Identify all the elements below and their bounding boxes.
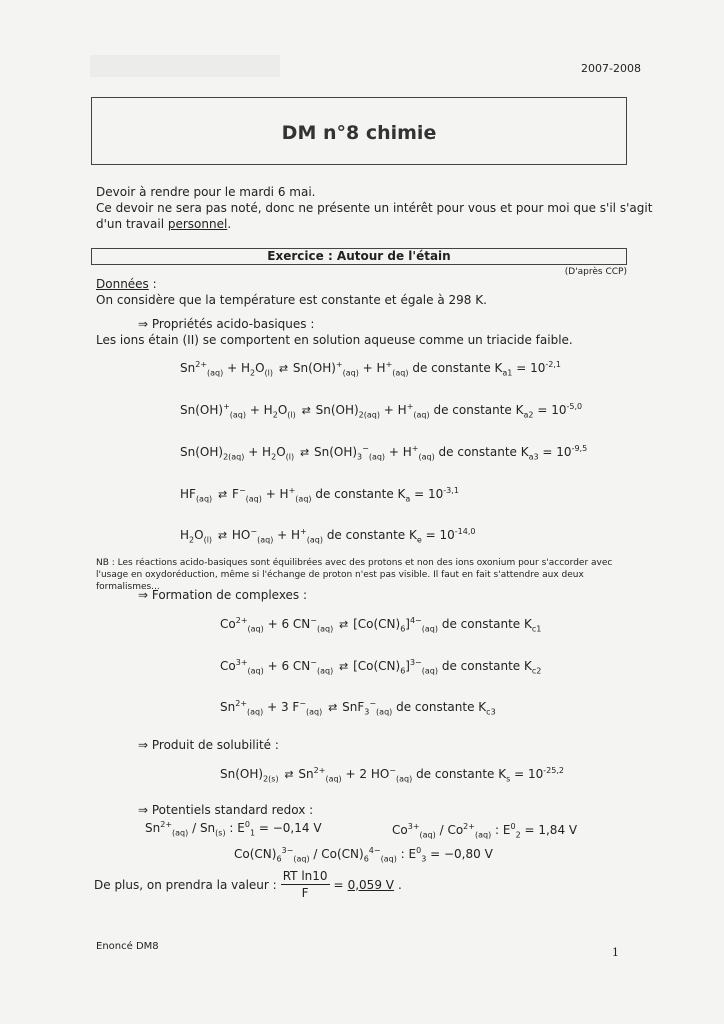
complexes-heading: ⇒ Formation de complexes : bbox=[138, 588, 308, 602]
de-constante: de constante bbox=[412, 361, 491, 375]
exercise-source: (D'après CCP) bbox=[564, 267, 627, 277]
equation-kc2: $Co^{3+}_{(aq)} + 6$ $CN^-_{(aq)}$ ⇄ $[Co(CN)_6]^{3-}_{(aq)}$ de constante $K_{c2}$ bbox=[220, 658, 542, 676]
redox-couple-2: $Co^{3+}_{(aq)} / Co^{2+}_{(aq)}$ : $E^0_2 = 1,84$ V bbox=[392, 822, 578, 840]
base-ten: 10 bbox=[551, 403, 567, 417]
de-constante: de constante bbox=[433, 403, 512, 417]
fraction-denominator: F bbox=[301, 886, 309, 900]
ka-exponent: -3,1 bbox=[443, 486, 459, 495]
school-year: 2007-2008 bbox=[581, 62, 641, 75]
ke-exponent: -14,0 bbox=[454, 527, 476, 536]
ka2-exponent: -5,0 bbox=[566, 402, 583, 411]
equation-kc1: $Co^{2+}_{(aq)} + 6$ $CN^-_{(aq)}$ ⇄ $[Co(CN)_6]^{4-}_{(aq)}$ de constante $K_{c1}$ bbox=[220, 616, 542, 634]
base-ten: 10 bbox=[556, 445, 572, 459]
equals-sign: = bbox=[333, 877, 344, 892]
equilibrium-arrow-icon: ⇄ bbox=[218, 488, 227, 501]
de-constante: de constante bbox=[438, 445, 517, 459]
nb-note: NB : Les réactions acido-basiques sont équilibrées avec des protons et non des ions oxonium pour s'accorder avec l'usage en oxydoréduction, même si l'échange de proton n'est pas visible. Il faut en fait s'attendre aux deux formalismes... bbox=[96, 558, 613, 592]
title-box bbox=[91, 97, 627, 165]
equation-ks: $Sn(OH)_{2(s)}$ ⇄ $Sn^{2+}_{(aq)} + 2$ $HO^-_{(aq)}$ de constante $K_s = 10^{-25,2}$ bbox=[220, 766, 564, 784]
ks-exponent: -25,2 bbox=[543, 766, 564, 775]
header-blurred bbox=[90, 55, 280, 77]
donnees-text: Données bbox=[96, 277, 149, 291]
final-text: De plus, on prendra la valeur : bbox=[94, 877, 277, 892]
final-period: . bbox=[397, 877, 402, 892]
intro-period: . bbox=[227, 217, 232, 231]
equation-ka3: $Sn(OH)_{2(aq)} + H_2O_{(l)}$ ⇄ $Sn(OH)_3^-_{(aq)} + H^+_{(aq)}$ de constante $K_{a3} = 10^{-9,5}$ bbox=[180, 444, 588, 462]
equilibrium-arrow-icon: ⇄ bbox=[339, 618, 348, 631]
equation-ka-hf: $HF_{(aq)}$ ⇄ $F^-_{(aq)} + H^+_{(aq)}$ de constante $K_a = 10^{-3,1}$ bbox=[180, 486, 459, 504]
de-constante: de constante bbox=[416, 767, 495, 781]
equilibrium-arrow-icon: ⇄ bbox=[328, 701, 337, 714]
rt-fraction bbox=[281, 868, 330, 901]
base-ten: 10 bbox=[530, 361, 546, 375]
temperature-line: On considère que la température est constante et égale à 298 K. bbox=[96, 293, 487, 307]
equation-ka2: $Sn(OH)^+_{(aq)} + H_2O_{(l)}$ ⇄ $Sn(OH)_{2(aq)} + H^+_{(aq)}$ de constante $K_{a2} = 10^{-5,0}$ bbox=[180, 402, 583, 420]
equation-ka1: $Sn^{2+}_{(aq)} + H_2O_{(l)}$ ⇄ $Sn(OH)^+_{(aq)} + H^+_{(aq)}$ de constante $K_{a1} = 10^{-2,1}$ bbox=[180, 360, 561, 378]
exercise-box bbox=[91, 248, 627, 265]
redox-couple-1: $Sn^{2+}_{(aq)} / Sn_{(s)}$ : $E^0_1 = -0,14$ V bbox=[145, 820, 322, 838]
base-ten: 10 bbox=[439, 528, 455, 542]
ka1-exponent: -2,1 bbox=[545, 360, 561, 369]
equation-kc3: $Sn^{2+}_{(aq)} + 3$ $F^-_{(aq)}$ ⇄ SnF$_3$−$_{(aq)}$ de constante $K_{c3}$ bbox=[220, 699, 496, 717]
equation-ke: $H_2O_{(l)}$ ⇄ $HO^-_{(aq)} + H^+_{(aq)}$ de constante $K_e = 10^{-14,0}$ bbox=[180, 527, 476, 545]
de-constante: de constante bbox=[396, 700, 475, 714]
redox-couple-3: $Co(CN)_6^{3-}_{(aq)} / Co(CN)_6^{4-}_{(aq)}$ : $E^0_3 = -0,80$ V bbox=[234, 846, 493, 864]
donnees-colon: : bbox=[148, 277, 157, 291]
base-ten: 10 bbox=[428, 487, 444, 501]
exercise-title: Exercice : Autour de l'étain bbox=[267, 249, 451, 263]
intro-line-1: Devoir à rendre pour le mardi 6 mai. bbox=[96, 185, 316, 199]
de-constante: de constante bbox=[441, 617, 521, 631]
ka3-exponent: -9,5 bbox=[571, 444, 588, 453]
intro-underlined: personnel bbox=[167, 217, 228, 231]
equilibrium-arrow-icon: ⇄ bbox=[217, 529, 227, 542]
redox-heading: ⇒ Potentiels standard redox : bbox=[138, 803, 314, 817]
rt-ln10-line bbox=[94, 868, 402, 901]
page-title: DM n°8 chimie bbox=[281, 122, 437, 144]
e3-value: = −0,80 V bbox=[430, 847, 493, 861]
final-value: 0,059 V bbox=[347, 877, 394, 892]
acid-base-heading: ⇒ Propriétés acido-basiques : bbox=[138, 317, 315, 331]
base-ten: 10 bbox=[527, 767, 544, 781]
intro-line-3 bbox=[96, 216, 231, 232]
e1-value: = −0,14 V bbox=[258, 821, 322, 835]
equilibrium-arrow-icon: ⇄ bbox=[284, 768, 293, 781]
solubility-heading: ⇒ Produit de solubilité : bbox=[138, 738, 279, 752]
acid-base-intro: Les ions étain (II) se comportent en solution aqueuse comme un triacide faible. bbox=[96, 333, 573, 347]
intro-line-2: Ce devoir ne sera pas noté, donc ne présente un intérêt pour vous et pour moi que s'il s'agit bbox=[96, 201, 653, 215]
intro-text: d'un travail bbox=[96, 217, 168, 231]
fraction-numerator: RT ln10 bbox=[282, 869, 328, 883]
footer-label: Enoncé DM8 bbox=[96, 941, 159, 952]
equilibrium-arrow-icon: ⇄ bbox=[339, 660, 348, 673]
page-number: 1 bbox=[612, 946, 619, 959]
de-constante: de constante bbox=[326, 528, 406, 542]
de-constante: de constante bbox=[315, 487, 394, 501]
equilibrium-arrow-icon: ⇄ bbox=[278, 362, 288, 375]
e2-value: = 1,84 V bbox=[524, 823, 578, 837]
donnees-label bbox=[96, 276, 157, 292]
de-constante: de constante bbox=[441, 659, 521, 673]
equilibrium-arrow-icon: ⇄ bbox=[299, 446, 309, 459]
equilibrium-arrow-icon: ⇄ bbox=[301, 404, 310, 417]
